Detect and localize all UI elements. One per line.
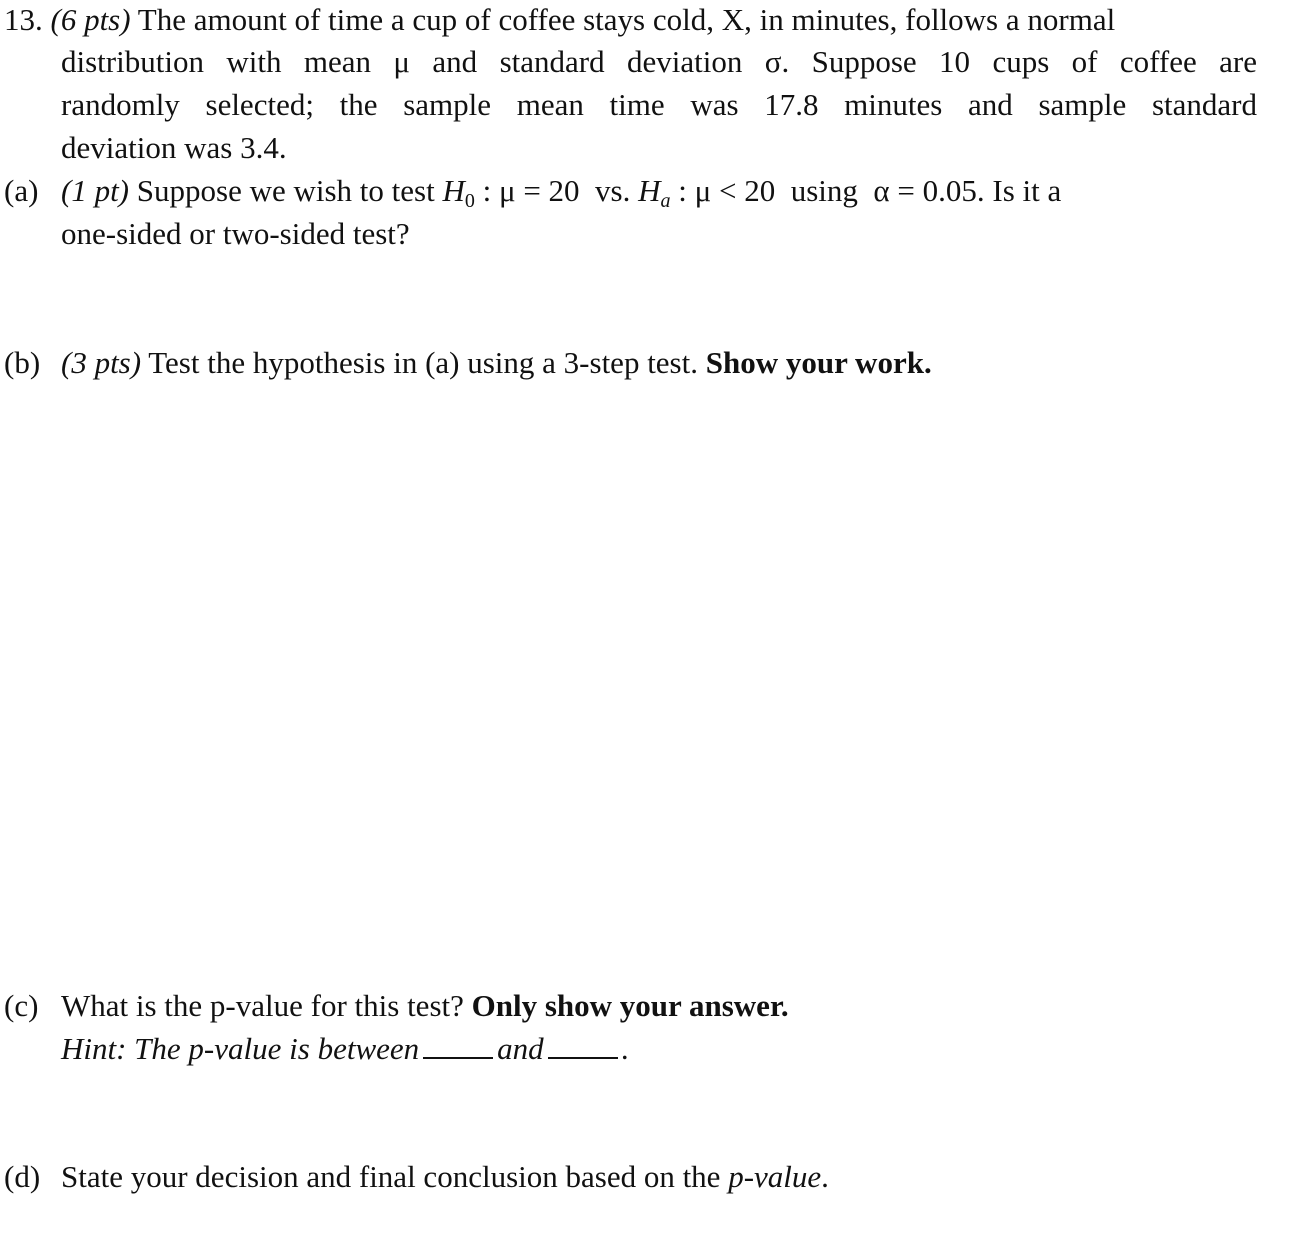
question-line-3: randomly selected; the sample mean time was 17.8 minutes and sample standard [61, 87, 1257, 122]
hint-start: Hint: The p-value is between [61, 1031, 420, 1066]
part-b-label: (b) [4, 345, 41, 380]
hint-mid: and [497, 1031, 544, 1066]
ha-subscript: a [660, 190, 671, 212]
part-c-label: (c) [4, 988, 39, 1023]
question-points: (6 pts) [50, 2, 131, 37]
part-a-text: Suppose we wish to test [136, 173, 435, 208]
part-c-hint [61, 1029, 629, 1069]
question-line-2: distribution with mean μ and standard deviation σ. Suppose 10 cups of coffee are [61, 44, 1257, 79]
hint-end: . [621, 1031, 630, 1066]
part-d-label: (d) [4, 1159, 41, 1194]
part-d-end: . [821, 1159, 829, 1194]
part-c-line-1 [61, 986, 789, 1026]
question-line-1 [4, 0, 1115, 40]
part-c-bold: Only show your answer. [471, 988, 789, 1023]
answer-blank-2 [548, 1033, 618, 1059]
ha-symbol: H [638, 173, 661, 208]
part-a-line-1 [61, 171, 1061, 211]
question-line-4: deviation was 3.4. [61, 130, 287, 165]
part-b-text: Test the hypothesis in (a) using a 3-step test. [148, 345, 698, 380]
part-a-points: (1 pt) [61, 173, 130, 208]
answer-blank-1 [423, 1033, 493, 1059]
part-d-text: State your decision and final conclusion based on the [61, 1159, 721, 1194]
question-text-1: The amount of time a cup of coffee stays cold, X, in minutes, follows a normal [137, 2, 1116, 37]
part-d-line [61, 1157, 829, 1197]
part-a-line-2: one-sided or two-sided test? [61, 216, 410, 251]
part-b-line [61, 343, 932, 383]
h0-rest: : μ = 20 vs. [474, 173, 639, 208]
part-b-points: (3 pts) [61, 345, 142, 380]
part-c-text: What is the p-value for this test? [61, 988, 464, 1023]
part-d-italic: p-value [728, 1159, 822, 1194]
part-a-label: (a) [4, 173, 39, 208]
question-number: 13. [4, 2, 43, 37]
part-b-bold: Show your work. [705, 345, 932, 380]
h0-subscript: 0 [464, 190, 475, 212]
h0-symbol: H [442, 173, 465, 208]
ha-rest: : μ < 20 using α = 0.05. Is it a [670, 173, 1062, 208]
